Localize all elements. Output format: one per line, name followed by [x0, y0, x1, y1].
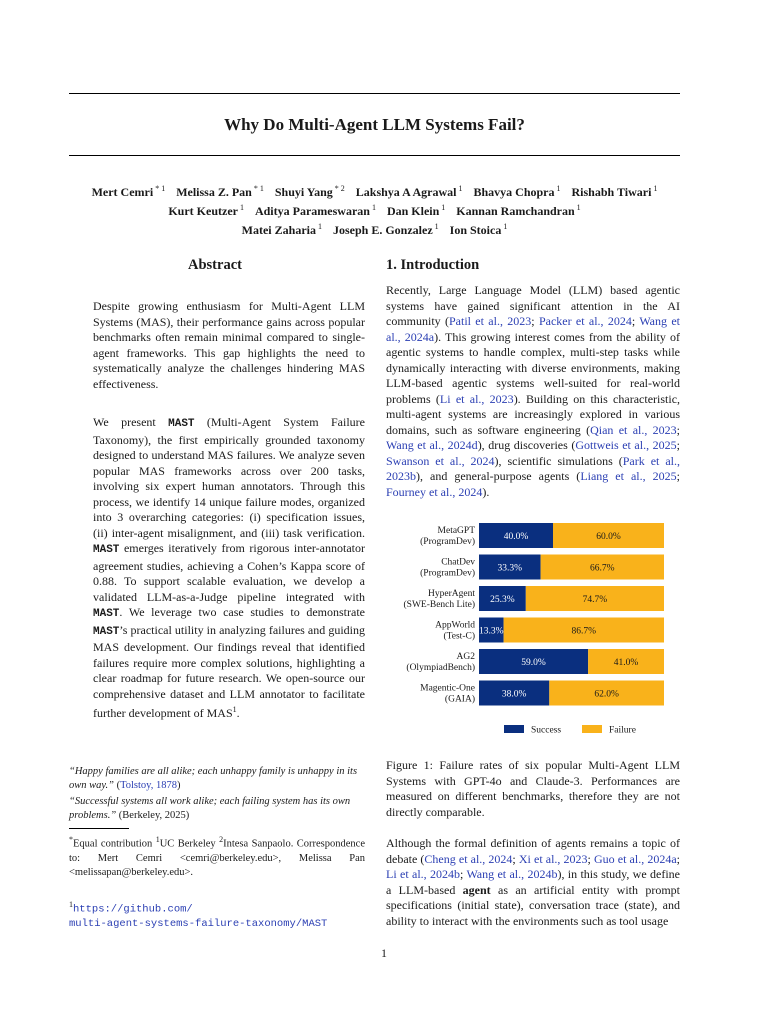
mast-name: MAST — [93, 608, 120, 620]
citation-link[interactable]: Guo et al., 2024a — [594, 851, 677, 866]
category-sublabel: (ProgramDev) — [420, 537, 475, 547]
author: Kannan Ramchandran $^1$ — [456, 203, 581, 218]
failure-data-label: 60.0% — [596, 532, 621, 542]
category-sublabel: (OlympiadBench) — [406, 663, 475, 673]
figure-caption: Figure 1: Failure rates of six popular Multi-Agent LLM Systems with GPT-4o and Claude-3. Performances are measured on different benchmarks, therefore they are not directly comparable. — [386, 758, 680, 819]
citation-link[interactable]: Patil et al., 2023 — [448, 314, 532, 328]
author: Aditya Parameswaran $^1$ — [254, 203, 376, 218]
citation-link[interactable]: Li et al., 2024b — [386, 867, 460, 881]
mast-name: MAST — [168, 418, 195, 430]
category-label: AppWorld — [435, 620, 475, 631]
citation-link[interactable]: Liang et al., 2025 — [580, 469, 677, 483]
category-sublabel: (Test-C) — [443, 631, 475, 642]
failure-rate-chart — [386, 515, 680, 745]
citation-link[interactable]: Gottweis et al., 2025 — [575, 438, 677, 452]
epigraph-quote-1: “Happy families are all alike; each unhappy family is unhappy in its own way.” (Tolstoy, 1878) — [69, 766, 358, 791]
success-data-label: 33.3% — [497, 563, 523, 574]
author: Ion Stoica $^1$ — [449, 222, 508, 237]
citation-link[interactable]: Swanson et al., 2024 — [386, 453, 495, 468]
author: Dan Klein $^1$ — [386, 203, 446, 218]
category-sublabel: (SWE-Bench Lite) — [403, 600, 475, 610]
citation-link[interactable]: Park et al., 2023b — [386, 453, 680, 483]
category-label: ChatDev — [441, 557, 475, 568]
citation-link[interactable]: Wang et al., 2024d — [386, 438, 478, 452]
author: Lakshya A Agrawal $^1$ — [355, 184, 463, 199]
failure-data-label: 62.0% — [594, 689, 619, 700]
failure-data-label: 74.7% — [582, 595, 608, 605]
top-rule — [69, 93, 680, 94]
definition-paragraph: Although the formal definition of agents remains a topic of debate (Cheng et al., 2024; Xi et al., 2023; Guo et al., 2024a; Li et al., 2024b; Wang et al., 2024b), in this study, we define a LLM-based agent as an artificial entity with prompt specifications (initial state), conversation trace (state), and ability to interact with the environments such as tool usage — [386, 836, 680, 928]
author: Rishabh Tiwari $^1$ — [571, 184, 658, 199]
failure-data-label: 86.7% — [571, 626, 597, 637]
citation-link[interactable]: Xi et al., 2023 — [518, 851, 588, 866]
legend-swatch-success — [504, 725, 524, 733]
agent-term: agent — [462, 882, 491, 897]
author-line-1 — [69, 181, 680, 200]
author: Matei Zaharia $^1$ — [241, 222, 322, 237]
mast-name: MAST — [93, 625, 120, 638]
legend-label-success: Success — [531, 725, 562, 736]
affiliation-footnote: *Equal contribution $^1$UC Berkeley $^2$Intesa Sanpaolo. Correspondence to: Mert Cemri <cemri@berkeley.edu>, Melissa Pan <melissapan@berkeley.edu>. — [69, 835, 365, 878]
page-number: 1 — [381, 946, 387, 960]
citation-link[interactable]: Tolstoy, 1878 — [120, 780, 177, 791]
citation-link[interactable]: Qian et al., 2023 — [590, 422, 677, 437]
title-bottom-rule — [69, 155, 680, 156]
abstract-paragraph-2: We present MAST (Multi-Agent System Failure Taxonomy), the first empirically grounded taxonomy designed to understand MAS failures. We analyze seven popular MAS frameworks across over 200 tasks, involving six expert human annotators. Through this process, we identify 14 unique failure modes, organized into 3 overarching categories: (i) specification issues, (ii) inter-agent misalignment, and (iii) task verification. MAST emerges iteratively from rigorous inter-annotator agreement studies, achieving a Cohen’s Kappa score of 0.88. To support scalable evaluation, we develop a validated LLM-as-a-Judge pipeline integrated with MAST. We leverage two case studies to demonstrate MAST’s practical utility in analyzing failures and guiding MAS development. Our findings reveal that identified failures require more complex solutions, highlighting a clear roadmap for future research. We open-source our comprehensive dataset and LLM annotator to facilitate further development of MAS$^1$. — [93, 415, 366, 720]
success-data-label: 40.0% — [503, 532, 529, 542]
abstract-paragraph-1: Despite growing enthusiasm for Multi-Agent LLM Systems (MAS), their performance gains across popular benchmarks often remain minimal compared to single-agent frameworks. This gap highlights the need to systematically analyze the challenges hindering MAS effectiveness. — [93, 299, 365, 391]
author: Bhavya Chopra $^1$ — [473, 184, 561, 199]
success-data-label: 25.3% — [490, 595, 515, 605]
category-label: AG2 — [456, 652, 475, 662]
author: Mert Cemri $^{* 1}$ — [91, 184, 166, 199]
section-heading-introduction: 1. Introduction — [386, 257, 480, 273]
failure-data-label: 66.7% — [590, 563, 615, 574]
citation-link[interactable]: Packer et al., 2024 — [538, 314, 632, 328]
mast-name: MAST — [93, 544, 120, 556]
repository-footnote[interactable]: $^1$https://github.com/ multi-agent-systems-failure-taxonomy/MAST — [69, 900, 328, 930]
author-line-2 — [69, 200, 680, 219]
author-list — [69, 181, 680, 238]
footnote-marker: 1 — [232, 705, 237, 714]
abstract-heading: Abstract — [188, 257, 242, 273]
epigraph-quote-2: “Successful systems all work alike; each failing system has its own problems.” (Berkeley, 2025) — [69, 796, 351, 821]
legend-swatch-failure — [582, 725, 602, 733]
footnote-rule — [69, 828, 129, 829]
intro-paragraph: Recently, Large Language Model (LLM) based agentic systems have gained significant attention in the AI community (Patil et al., 2023; Packer et al., 2024; Wang et al., 2024a). This growing interest comes from the ability of agentic systems to handle complex, multi-step tasks while dynamically interacting with diverse environments, making LLM-based agentic systems well-suited for real-world problems (Li et al., 2023). Building on this characteristic, multi-agent systems are increasingly explored in various domains, such as software engineering (Qian et al., 2023; Wang et al., 2024d), drug discoveries (Gottweis et al., 2025; Swanson et al., 2024), scientific simulations (Park et al., 2023b), and general-purpose agents (Liang et al., 2025; Fourney et al., 2024). — [386, 283, 681, 499]
category-sublabel: (GAIA) — [444, 694, 475, 705]
citation-link[interactable]: Wang et al., 2024a — [386, 314, 680, 344]
citation-link[interactable]: Fourney et al., 2024 — [386, 484, 483, 499]
author: Kurt Keutzer $^1$ — [168, 203, 244, 218]
success-data-label: 13.3% — [479, 626, 504, 637]
failure-data-label: 41.0% — [613, 658, 639, 668]
author: Shuyi Yang $^{* 2}$ — [274, 184, 345, 199]
citation-link[interactable]: Cheng et al., 2024 — [424, 851, 513, 866]
repository-url[interactable]: https://github.com/ — [73, 903, 193, 916]
category-label: Magentic-One — [420, 683, 475, 694]
category-sublabel: (ProgramDev) — [420, 568, 475, 579]
paper-title: Why Do Multi-Agent LLM Systems Fail? — [224, 115, 525, 134]
author: Joseph E. Gonzalez $^1$ — [332, 222, 439, 237]
author-line-3 — [69, 219, 680, 238]
success-data-label: 59.0% — [521, 658, 546, 668]
category-label: HyperAgent — [428, 589, 475, 599]
success-data-label: 38.0% — [501, 689, 527, 700]
author: Melissa Z. Pan $^{* 1}$ — [176, 184, 264, 199]
citation-link[interactable]: Wang et al., 2024b — [466, 867, 558, 881]
category-label: MetaGPT — [437, 526, 475, 536]
repository-url[interactable]: multi-agent-systems-failure-taxonomy/MAST — [69, 917, 328, 930]
citation-link[interactable]: Li et al., 2023 — [439, 391, 514, 406]
legend-label-failure: Failure — [609, 725, 636, 736]
